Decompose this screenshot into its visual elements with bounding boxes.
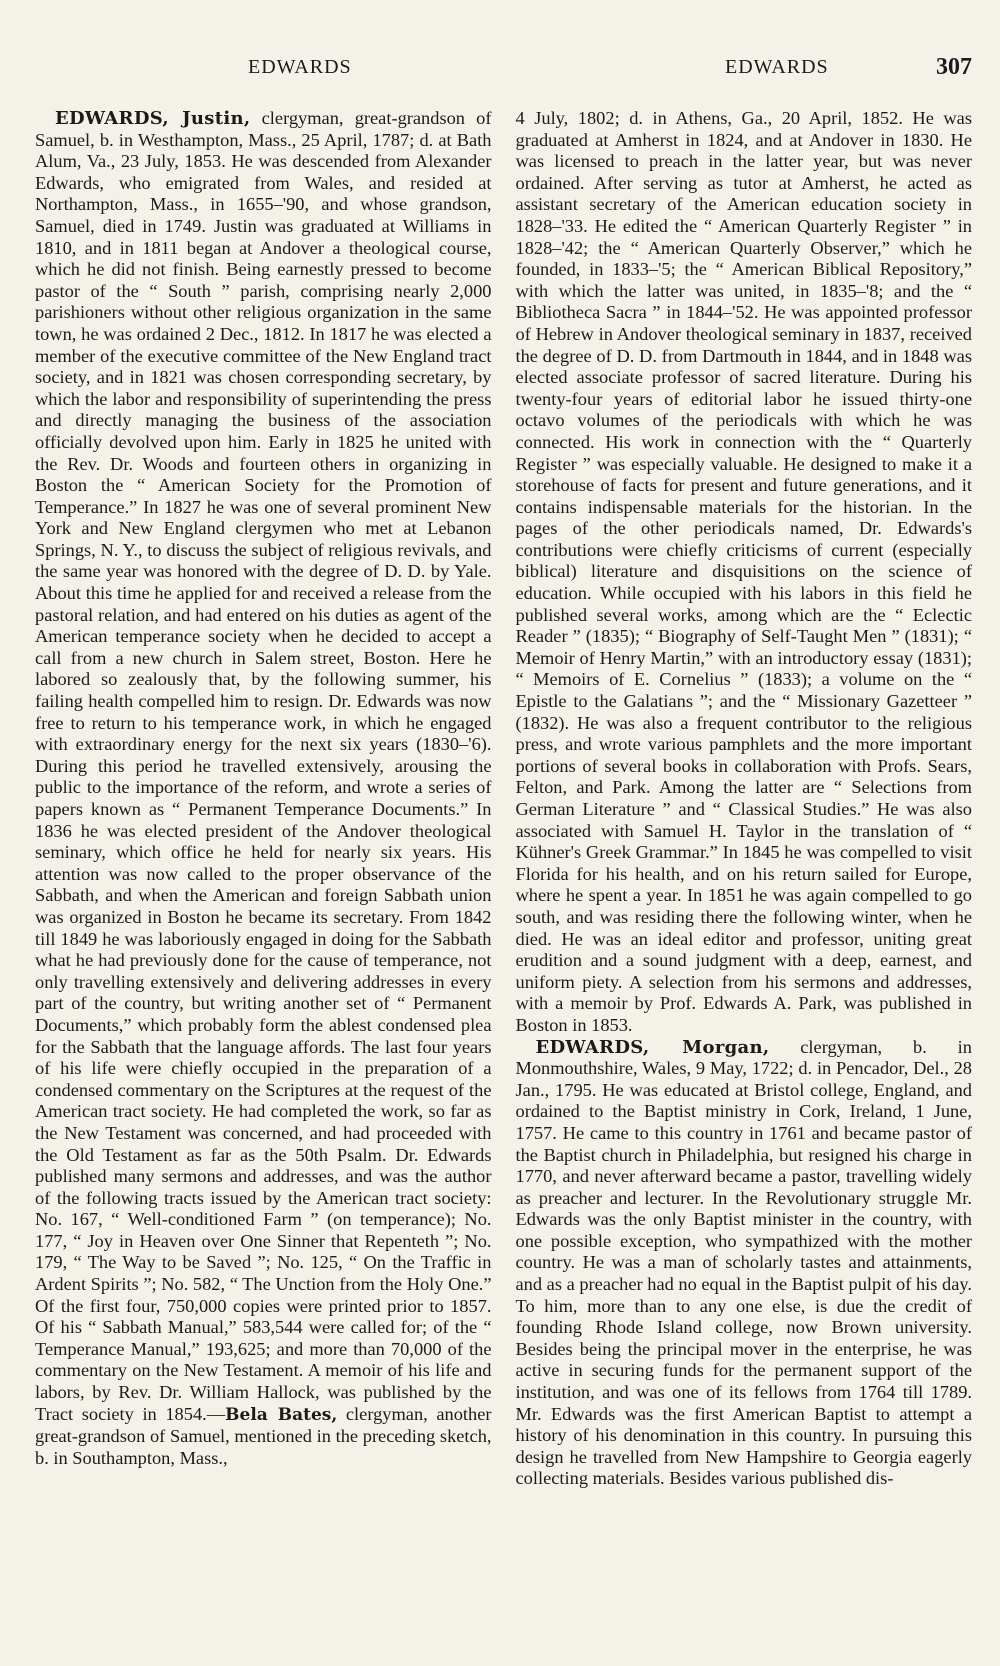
left-column bbox=[35, 108, 492, 1490]
entry-body-morgan-edwards: clergyman, b. in Monmouthshire, Wales, 9 May, 1722; d. in Pencador, Del., 28 Jan., 1795. He was educated at Bristol college, England, and ordained to the Baptist ministry in Cork, Ireland, 1 June, 1757. He came to this country in 1761 and became pastor of the Baptist church in Philadelphia, but resigned his charge in 1770, and never afterward became a pastor, travelling widely as preacher and lecturer. In the Revolutionary struggle Mr. Edwards was the only Baptist minister in the country, with one possible exception, who sympathized with the mother country. He was a man of scholarly tastes and attainments, and as a preacher had no equal in the Baptist pulpit of his day. To him, more than to any one else, is due the credit of founding Rhode Island college, now Brown university. Besides being the principal mover in the enterprise, he was active in securing funds for the permanent support of the institution, and was one of its fellows from 1764 till 1789. Mr. Edwards was the first American Baptist to attempt a history of his denomination in this country. In pursuing this design he travelled from New Hampshire to Georgia eagerly collecting materials. Besides various published dis- bbox=[515, 1036, 972, 1489]
entry-morgan-edwards bbox=[516, 1037, 973, 1490]
right-column bbox=[516, 108, 973, 1490]
entry-continuation-bela-bates: 4 July, 1802; d. in Athens, Ga., 20 April, 1852. He was graduated at Amherst in 1824, and at Andover in 1830. He was licensed to preach in the latter year, but was never ordained. After serving as tutor at Amherst, he acted as assistant secretary of the American education society in 1828–'33. He edited the “ American Quarterly Register ” in 1828–'42; the “ American Quarterly Observer,” which he founded, in 1833–'5; the “ American Biblical Repository,” with which the latter was united, in 1835–'8; and the “ Bibliotheca Sacra ” in 1844–'52. He was appointed professor of Hebrew in Andover theological seminary in 1837, received the degree of D. D. from Dartmouth in 1844, and in 1848 was elected associate professor of sacred literature. During his twenty-four years of editorial labor he issued thirty-one octavo volumes of the periodicals with which he was connected. His work in connection with the “ Quarterly Register ” was especially valuable. He designed to make it a storehouse of facts for present and future generations, and it contains indispensable materials for the historian. In the pages of the other periodicals named, Dr. Edwards's contributions were chiefly criticisms of current (especially biblical) literature and disquisitions on the science of education. While occupied with his labors in this field he published several works, among which are the “ Eclectic Reader ” (1835); “ Biography of Self-Taught Men ” (1831); “ Memoir of Henry Martin,” with an introductory essay (1831); “ Memoirs of E. Cornelius ” (1833); a volume on the “ Epistle to the Galatians ”; and the “ Missionary Gazetteer ” (1832). He was also a frequent contributor to the religious press, and wrote various pamphlets and the more important portions of several books in collaboration with Profs. Sears, Felton, and Park. Among the latter are “ Selections from German Literature ” and “ Classical Studies.” He was also associated with Samuel H. Taylor in the translation of “ Kühner's Greek Grammar.” In 1845 he was compelled to visit Florida for his health, and on his return sailed for Europe, where he spent a year. In 1851 he was again compelled to go south, and was residing there the following winter, when he died. He was an ideal editor and professor, uniting great erudition and a sound judgment with a deep, earnest, and uniform piety. A selection from his sermons and addresses, with a memoir by Prof. Edwards A. Park, was published in Boston in 1853. bbox=[515, 108, 972, 1035]
running-head bbox=[35, 50, 972, 90]
running-head-left: EDWARDS bbox=[248, 56, 352, 78]
headword-morgan-edwards: EDWARDS, Morgan, bbox=[535, 1036, 770, 1058]
subentry-body-bela-bates: clergyman, another great-grandson of Samuel, mentioned in the preceding sketch, b. in Southampton, Mass., bbox=[35, 1403, 492, 1468]
entry-justin-edwards bbox=[35, 108, 492, 1469]
headword-justin-edwards: EDWARDS, Justin, bbox=[55, 108, 251, 129]
subheadword-bela-bates: Bela Bates, bbox=[225, 1404, 338, 1425]
text-columns bbox=[35, 108, 972, 1490]
entry-body-justin-edwards: clergyman, great-grandson of Samuel, b. in Westhampton, Mass., 25 April, 1787; d. at Bath Alum, Va., 23 July, 1853. He was descended from Alexander Edwards, who emigrated from Wales, and resided at Northampton, Mass., in 1655–'90, and whose grandson, Samuel, died in 1749. Justin was graduated at Williams in 1810, and in 1811 began at Andover a theological course, which he did not finish. Being earnestly pressed to become pastor of the “ South ” parish, comprising nearly 2,000 parishioners without other religious organization in the same town, he was ordained 2 Dec., 1812. In 1817 he was elected a member of the executive committee of the New England tract society, and in 1821 was chosen corresponding secretary, by which the labor and responsibility of superintending the press and directly managing the business of the association officially devolved upon him. Early in 1825 he united with the Rev. Dr. Woods and fourteen others in organizing in Boston the “ American Society for the Promotion of Temperance.” In 1827 he was one of several prominent New York and New England clergymen who met at Lebanon Springs, N. Y., to discuss the subject of religious revivals, and the same year was honored with the degree of D. D. by Yale. About this time he applied for and received a release from the pastoral relation, and had entered on his duties as agent of the American temperance society when he decided to accept a call from a new church in Salem street, Boston. Here he labored so zealously that, by the following summer, his failing health compelled him to resign. Dr. Edwards was now free to return to his temperance work, in which he engaged with extraordinary energy for the next six years (1830–'6). During this period he travelled extensively, arousing the public to the importance of the reform, and wrote a series of papers known as “ Permanent Temperance Documents.” In 1836 he was elected president of the Andover theological seminary, which office he held for nearly six years. His attention was now called to the proper observance of the Sabbath, and when the American and foreign Sabbath union was organized in Boston he became its secretary. From 1842 till 1849 he was laboriously engaged in doing for the Sabbath what he had previously done for the cause of temperance, not only travelling extensively and delivering addresses in every part of the country, but writing another set of “ Permanent Documents,” which probably form the ablest condensed plea for the Sabbath that the language affords. The last four years of his life were chiefly occupied in the preparation of a condensed commentary on the Scriptures at the request of the American tract society. He had completed the work, so far as the New Testament was concerned, and had proceeded with the Old Testament as far as the 50th Psalm. Dr. Edwards published many sermons and addresses, and was the author of the following tracts issued by the American tract society: No. 167, “ Well-conditioned Farm ” (on temperance); No. 177, “ Joy in Heaven over One Sinner that Repenteth ”; No. 179, “ The Way to be Saved ”; No. 125, “ On the Traffic in Ardent Spirits ”; No. 582, “ The Unction from the Holy One.” Of the first four, 750,000 copies were printed prior to 1857. Of his “ Sabbath Manual,” 583,544 were called for; of the “ Temperance Manual,” 193,625; and more than 70,000 of the commentary on the New Testament. A memoir of his life and labors, by Rev. Dr. William Hallock, was published by the Tract society in 1854.— bbox=[35, 108, 492, 1424]
page-number: 307 bbox=[936, 54, 972, 80]
running-head-right: EDWARDS bbox=[725, 56, 829, 78]
